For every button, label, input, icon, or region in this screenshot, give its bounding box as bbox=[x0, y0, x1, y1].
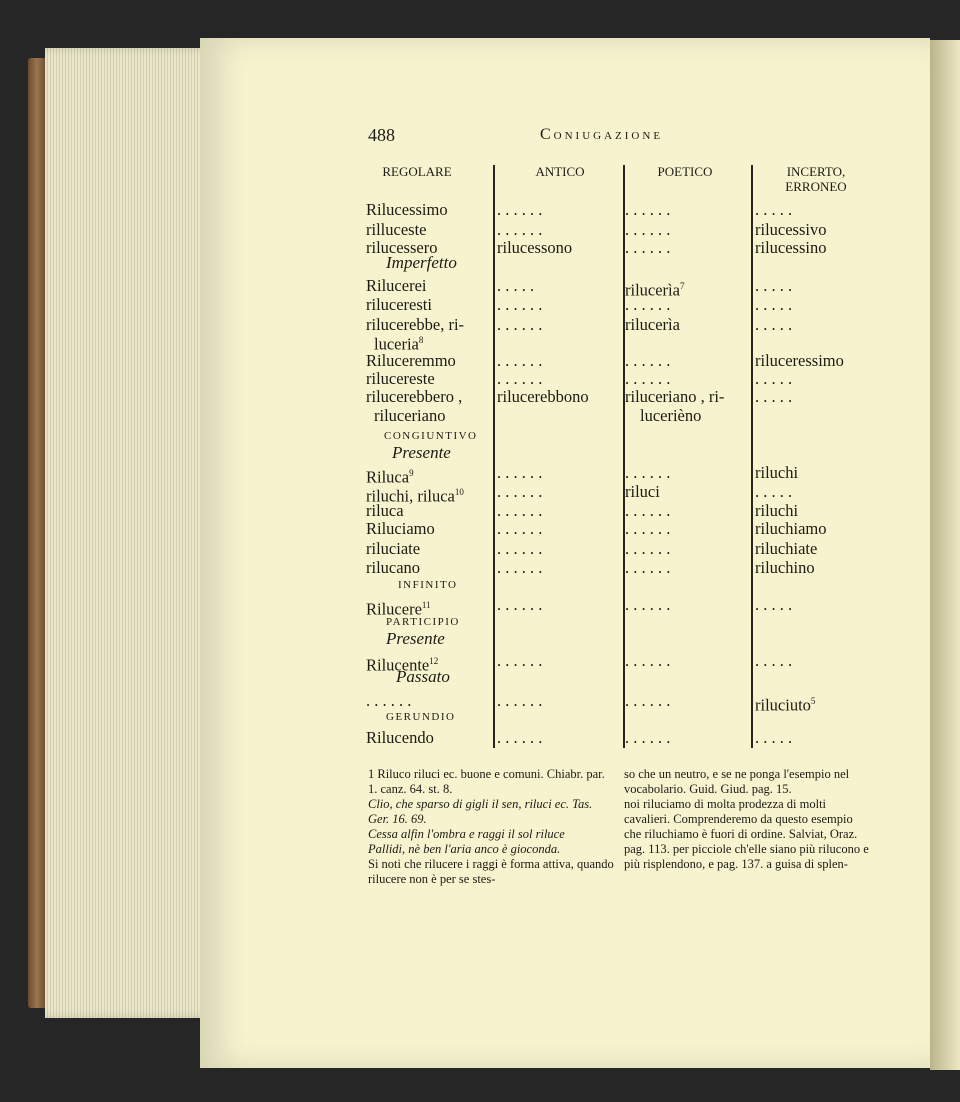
cell-antico bbox=[497, 352, 542, 370]
cell-text: riluchi bbox=[755, 463, 799, 482]
cell-text: riluchi bbox=[755, 501, 799, 520]
cell-poetico bbox=[625, 559, 670, 577]
cell-poetico bbox=[625, 316, 680, 334]
cell-text: Riluca bbox=[366, 467, 410, 487]
cell-antico bbox=[497, 316, 542, 334]
cell-text: riluchi, riluca bbox=[366, 486, 455, 506]
cell-regolare bbox=[366, 692, 411, 710]
cell-incerto bbox=[755, 540, 817, 558]
cell-poetico bbox=[625, 652, 670, 670]
cell-incerto bbox=[755, 277, 792, 295]
cell-antico bbox=[497, 540, 542, 558]
cell-text: . . . . . . bbox=[625, 691, 671, 710]
cell-text: . . . . . . bbox=[625, 558, 671, 577]
cell-poetico bbox=[625, 201, 670, 219]
cell-text: riluca bbox=[366, 501, 404, 520]
cell-regolare bbox=[366, 352, 456, 370]
cell-antico bbox=[497, 239, 572, 257]
header-antico: ANTICO bbox=[535, 164, 585, 179]
cell-incerto bbox=[755, 388, 792, 406]
cell-incerto bbox=[755, 559, 815, 577]
cell-text: rilucessivo bbox=[755, 220, 827, 239]
cell-incerto bbox=[755, 239, 827, 257]
cell-antico bbox=[497, 296, 542, 314]
cell-text: . . . . . bbox=[755, 728, 793, 747]
column-rule bbox=[493, 165, 495, 748]
cell-text: . . . . . . bbox=[497, 691, 543, 710]
cell-incerto bbox=[755, 596, 792, 614]
footnote-ref: 7 bbox=[679, 281, 685, 291]
cell-text: Rilucendo bbox=[366, 728, 434, 747]
footnote-ref: 10 bbox=[454, 487, 464, 497]
cell-text: rilucessero bbox=[366, 238, 438, 257]
cell-poetico bbox=[625, 296, 670, 314]
cell-text: . . . . . . bbox=[497, 295, 543, 314]
cell-text: rilucereste bbox=[366, 369, 435, 388]
section-presente-participio: Presente bbox=[386, 629, 445, 648]
cell-text: . . . . . . bbox=[625, 519, 671, 538]
cell-incerto bbox=[755, 296, 792, 314]
cell-regolare bbox=[366, 201, 448, 219]
cell-incerto bbox=[755, 483, 792, 501]
cell-poetico bbox=[625, 352, 670, 370]
cell-text: Rilucente bbox=[366, 655, 430, 675]
cell-antico bbox=[497, 520, 542, 538]
cell-text: riluchiate bbox=[755, 539, 818, 558]
cell-text: Rilucere bbox=[366, 599, 422, 619]
cell-antico bbox=[497, 559, 542, 577]
cell-text: . . . . . . bbox=[497, 539, 543, 558]
cell-text: . . . . . . bbox=[497, 369, 543, 388]
footnotes-left bbox=[368, 767, 616, 887]
cell-text: . . . . . . bbox=[625, 539, 671, 558]
cell-poetico bbox=[625, 239, 670, 257]
row-continuation bbox=[374, 331, 423, 354]
cell-regolare bbox=[366, 559, 420, 577]
cell-text: . . . . . bbox=[755, 651, 793, 670]
cell-text: rilucessino bbox=[755, 238, 827, 257]
cell-text: . . . . . bbox=[755, 315, 793, 334]
footnote-text: so che un neutro, e se ne ponga l'esempio nel vocabolario. Guid. Giud. pag. 15. bbox=[624, 767, 850, 796]
row-continuation: lucerièno bbox=[640, 406, 702, 425]
cell-text: . . . . . . bbox=[625, 238, 671, 257]
cell-poetico bbox=[625, 596, 670, 614]
section-participio: PARTICIPIO bbox=[386, 616, 460, 628]
cell-text: Riluciamo bbox=[366, 519, 435, 538]
cell-text: . . . . . . bbox=[625, 351, 671, 370]
cell-text: Rilucessimo bbox=[366, 200, 448, 219]
cell-regolare bbox=[366, 296, 432, 314]
header-regolare: REGOLARE bbox=[382, 164, 452, 179]
cell-regolare bbox=[366, 370, 435, 388]
cell-regolare bbox=[366, 520, 435, 538]
footnote-text: noi riluciamo di molta prodezza di molti cavalieri. Comprenderemo da questo esempio che riluchiamo è fuori di ordine. Salviat, Oraz. pag. 113. per picciole ch'elle siano più rilucono e più risplendono, e pag. 137. a guisa di splen- bbox=[624, 797, 869, 871]
cell-text: . . . . . . bbox=[497, 200, 543, 219]
cell-regolare bbox=[366, 388, 462, 406]
footnote-text: Cessa alfin l'ombra e raggi il sol riluce bbox=[368, 827, 565, 841]
cell-regolare bbox=[366, 502, 404, 520]
cell-poetico bbox=[625, 370, 670, 388]
footnote-ref: 11 bbox=[421, 600, 431, 610]
footnote-text: Si noti che rilucere i raggi è forma attiva, quando rilucere non è per se stes- bbox=[368, 857, 614, 886]
cell-text: . . . . . . bbox=[497, 519, 543, 538]
page-stack bbox=[45, 48, 215, 1018]
cell-antico bbox=[497, 201, 542, 219]
cell-text: . . . . . . bbox=[625, 369, 671, 388]
footnote-ref: 8 bbox=[418, 335, 424, 345]
section-infinito: INFINITO bbox=[398, 579, 458, 591]
facing-page-edge bbox=[930, 40, 960, 1070]
cell-antico bbox=[497, 692, 542, 710]
cell-antico bbox=[497, 464, 542, 482]
cell-text: . . . . . bbox=[755, 595, 793, 614]
footnote-text: Clio, che sparso di gigli il sen, riluci ec. Tas. Ger. 16. 69. bbox=[368, 797, 593, 826]
footnote-ref: 5 bbox=[810, 696, 816, 706]
cell-text: . . . . . . bbox=[497, 651, 543, 670]
cell-text: rilucano bbox=[366, 558, 421, 577]
cell-text: . . . . . bbox=[755, 369, 793, 388]
cell-incerto bbox=[755, 652, 792, 670]
cell-poetico bbox=[625, 483, 660, 501]
header-incerto: INCERTO, ERRONEO bbox=[785, 164, 847, 194]
cell-antico bbox=[497, 729, 542, 747]
cell-incerto bbox=[755, 221, 827, 239]
footnote-ref: 12 bbox=[429, 656, 439, 666]
cell-text: . . . . . . bbox=[497, 351, 543, 370]
cell-incerto bbox=[755, 201, 792, 219]
cell-regolare bbox=[366, 729, 434, 747]
section-imperfetto: Imperfetto bbox=[386, 253, 457, 272]
cell-text: rilucerìa bbox=[625, 280, 680, 300]
cell-text: riluciuto bbox=[755, 695, 811, 715]
cell-text: Rilucerei bbox=[366, 276, 427, 295]
cell-text: . . . . . . bbox=[497, 501, 543, 520]
cell-poetico bbox=[625, 520, 670, 538]
running-head bbox=[368, 125, 664, 146]
cell-poetico bbox=[625, 692, 670, 710]
cell-text: . . . . . bbox=[755, 387, 793, 406]
cell-regolare bbox=[366, 277, 426, 295]
cell-text: . . . . . . bbox=[625, 595, 671, 614]
section-passato: Passato bbox=[396, 667, 450, 686]
cell-incerto bbox=[755, 502, 798, 520]
cell-text: riluciate bbox=[366, 539, 421, 558]
cell-poetico bbox=[625, 388, 724, 406]
cell-text: . . . . . . bbox=[625, 501, 671, 520]
cell-incerto bbox=[755, 316, 792, 334]
cell-text: rilucerìa bbox=[625, 315, 680, 334]
cell-text: . . . . . . bbox=[366, 691, 412, 710]
cell-text: rilucerebbono bbox=[497, 387, 589, 406]
cell-text: . . . . . bbox=[755, 200, 793, 219]
cell-antico bbox=[497, 502, 542, 520]
luceria-text: luceria bbox=[374, 334, 419, 354]
cell-text: riluceriano , ri- bbox=[625, 387, 725, 406]
section-gerundio: GERUNDIO bbox=[386, 711, 456, 723]
cell-antico bbox=[497, 483, 542, 501]
cell-poetico bbox=[625, 540, 670, 558]
footnote-ref: 9 bbox=[409, 468, 414, 478]
cell-text: . . . . . bbox=[755, 482, 793, 501]
cell-text: riluchiamo bbox=[755, 519, 827, 538]
cell-poetico bbox=[625, 221, 670, 239]
cell-text: . . . . . . bbox=[497, 463, 543, 482]
cell-text: . . . . . bbox=[755, 295, 793, 314]
cell-text: rilucerebbero , bbox=[366, 387, 463, 406]
section-congiuntivo: CONGIUNTIVO bbox=[384, 430, 478, 442]
cell-antico bbox=[497, 596, 542, 614]
cell-text: . . . . . . bbox=[497, 315, 543, 334]
header-poetico: POETICO bbox=[657, 164, 713, 179]
cell-regolare bbox=[366, 221, 426, 239]
cell-text: . . . . . . bbox=[497, 482, 543, 501]
cell-text: . . . . . . bbox=[497, 595, 543, 614]
cell-antico bbox=[497, 277, 534, 295]
cell-incerto bbox=[755, 692, 815, 715]
cell-antico bbox=[497, 370, 542, 388]
cell-text: . . . . . bbox=[497, 276, 535, 295]
page-number: 488 bbox=[368, 125, 395, 145]
cell-antico bbox=[497, 221, 542, 239]
footnotes-right bbox=[624, 767, 872, 872]
cell-text: . . . . . . bbox=[497, 728, 543, 747]
cell-poetico bbox=[625, 464, 670, 482]
cell-text: . . . . . . bbox=[625, 220, 671, 239]
cell-text: rilucerebbe, ri- bbox=[366, 315, 465, 334]
cell-text: . . . . . . bbox=[625, 200, 671, 219]
cell-text: Riluceremmo bbox=[366, 351, 456, 370]
running-title: Coniugazione bbox=[540, 126, 664, 143]
cell-text: riluceressimo bbox=[755, 351, 844, 370]
cell-incerto bbox=[755, 464, 798, 482]
footnote-1: 1 Riluco riluci ec. buone e comuni. Chiabr. par. 1. canz. 64. st. 8. bbox=[368, 767, 605, 796]
footnote-text: Pallidi, nè ben l'aria anco è gioconda. bbox=[368, 842, 561, 856]
cell-text: . . . . . bbox=[755, 276, 793, 295]
cell-text: riluchino bbox=[755, 558, 815, 577]
cell-poetico bbox=[625, 502, 670, 520]
column-rule bbox=[751, 165, 753, 748]
cell-poetico bbox=[625, 729, 670, 747]
cell-incerto bbox=[755, 370, 792, 388]
cell-incerto bbox=[755, 352, 844, 370]
section-presente: Presente bbox=[392, 443, 451, 462]
cell-text: . . . . . . bbox=[625, 463, 671, 482]
cell-text: riluci bbox=[625, 482, 660, 501]
cell-text: . . . . . . bbox=[497, 220, 543, 239]
cell-text: . . . . . . bbox=[497, 558, 543, 577]
cell-incerto bbox=[755, 729, 792, 747]
cell-text: rilucessono bbox=[497, 238, 573, 257]
cell-text: . . . . . . bbox=[625, 295, 671, 314]
cell-text: riluceresti bbox=[366, 295, 432, 314]
cell-antico bbox=[497, 652, 542, 670]
row-continuation: riluceriano bbox=[374, 406, 446, 425]
cell-text: . . . . . . bbox=[625, 728, 671, 747]
cell-text: rilluceste bbox=[366, 220, 427, 239]
cell-text: . . . . . . bbox=[625, 651, 671, 670]
cell-incerto bbox=[755, 520, 826, 538]
cell-regolare bbox=[366, 540, 420, 558]
cell-antico bbox=[497, 388, 589, 406]
